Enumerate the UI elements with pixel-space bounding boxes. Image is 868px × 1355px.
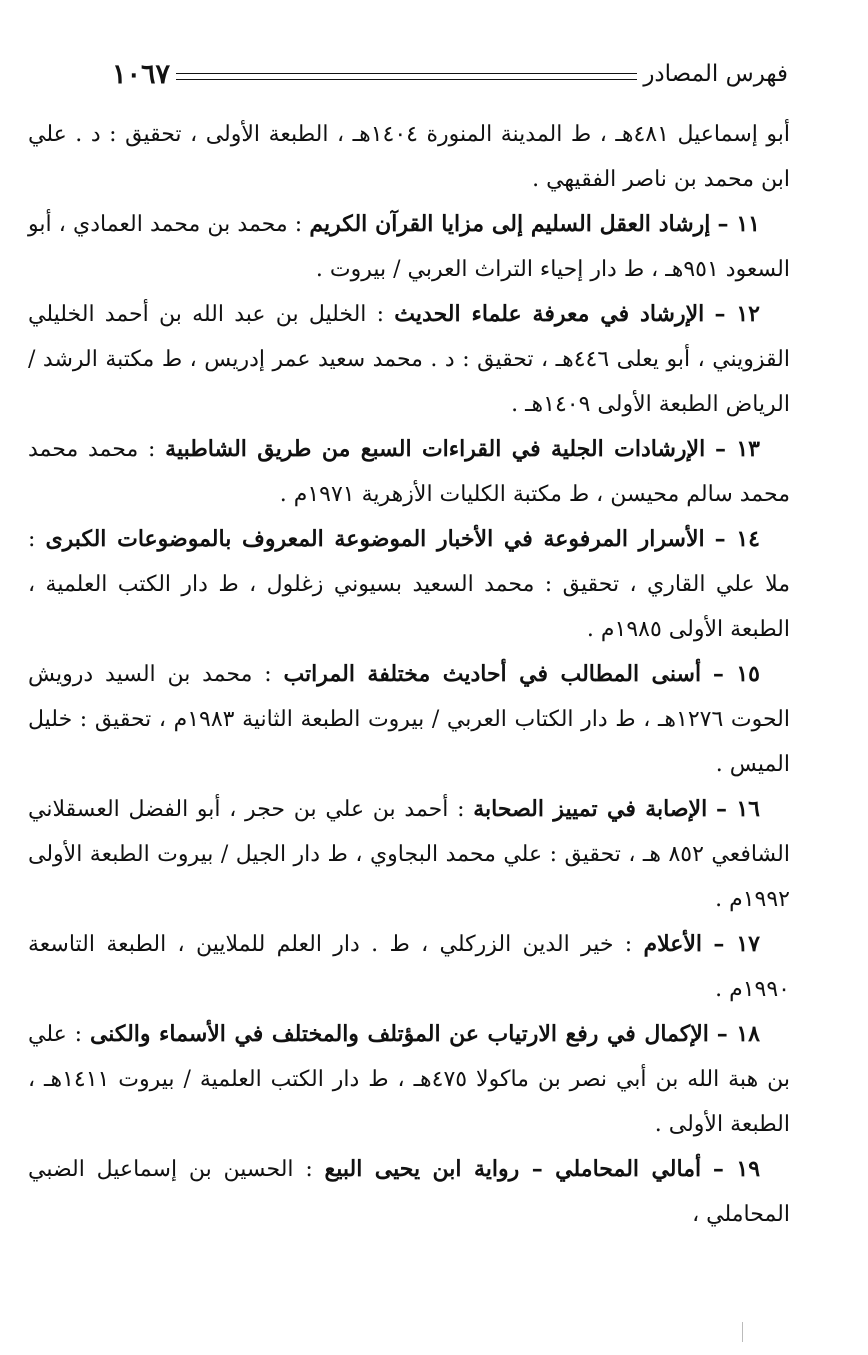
entry-number: ١٩ – bbox=[712, 1156, 761, 1182]
entry-number: ١٢ – bbox=[714, 301, 760, 327]
entry-details: : محمد محمد محمد سالم محيسن ، ط مكتبة الكليات الأزهرية ١٩٧١م . bbox=[28, 437, 790, 507]
entry-details: : ملا علي القاري ، تحقيق : محمد السعيد بسيوني زغلول ، ط دار الكتب العلمية ، الطبعة الأولى ١٩٨٥م . bbox=[28, 527, 790, 642]
entry-17 bbox=[28, 922, 790, 1012]
entry-details: : الحسين بن إسماعيل الضبي المحاملي ، bbox=[28, 1157, 790, 1227]
entry-title: الأعلام bbox=[643, 931, 703, 957]
entry-title: الإرشادات الجلية في القراءات السبع من طريق الشاطبية bbox=[165, 436, 706, 462]
entry-title: إرشاد العقل السليم إلى مزايا القرآن الكريم bbox=[309, 211, 711, 237]
entry-details: : علي بن هبة الله بن أبي نصر بن ماكولا ٤٧٥هـ ، ط دار الكتب العلمية / بيروت ١٤١١هـ ، الطبعة الأولى . bbox=[28, 1022, 790, 1137]
entry-number: ١٨ – bbox=[716, 1021, 760, 1047]
entry-number: ١٦ – bbox=[715, 796, 760, 822]
entry-number: ١٤ – bbox=[714, 526, 760, 552]
entry-16 bbox=[28, 787, 790, 922]
entry-14 bbox=[28, 517, 790, 652]
entry-details: : أحمد بن علي بن حجر ، أبو الفضل العسقلاني الشافعي ٨٥٢ هـ ، تحقيق : علي محمد البجاوي ، ط دار الجيل / بيروت الطبعة الأولى ١٩٩٢م . bbox=[28, 797, 790, 912]
bibliography-body bbox=[28, 112, 790, 1237]
entry-15 bbox=[28, 652, 790, 787]
entry-12 bbox=[28, 292, 790, 427]
entry-title: أسنى المطالب في أحاديث مختلفة المراتب bbox=[283, 661, 702, 687]
entry-number: ١١ – bbox=[717, 211, 760, 237]
page-number: ١٠٦٧ bbox=[112, 58, 171, 90]
entry-18 bbox=[28, 1012, 790, 1147]
entry-title: أمالي المحاملي – رواية ابن يحيى البيع bbox=[324, 1156, 702, 1182]
header-double-rule bbox=[176, 73, 637, 80]
entry-details: : محمد بن محمد العمادي ، أبو السعود ٩٥١هـ ، ط دار إحياء التراث العربي / بيروت . bbox=[28, 212, 790, 282]
entry-details: : الخليل بن عبد الله بن أحمد الخليلي القزويني ، أبو يعلى ٤٤٦هـ ، تحقيق : د . محمد سعيد عمر إدريس ، ط مكتبة الرشد / الرياض الطبعة الأولى ١٤٠٩هـ . bbox=[28, 302, 790, 417]
entry-details: : خير الدين الزركلي ، ط . دار العلم للملايين ، الطبعة التاسعة ١٩٩٠م . bbox=[28, 932, 790, 1002]
entry-number: ١٧ – bbox=[713, 931, 760, 957]
entry-13 bbox=[28, 427, 790, 517]
entry-19 bbox=[28, 1147, 790, 1237]
continued-entry: أبو إسماعيل ٤٨١هـ ، ط المدينة المنورة ١٤٠٤هـ ، الطبعة الأولى ، تحقيق : د . علي ابن محمد بن ناصر الفقيهي . bbox=[28, 122, 791, 192]
entry-11 bbox=[28, 202, 790, 292]
scan-mark bbox=[742, 1322, 743, 1342]
entry-title: الإكمال في رفع الارتياب عن المؤتلف والمختلف في الأسماء والكنى bbox=[89, 1021, 709, 1047]
entry-title: الإرشاد في معرفة علماء الحديث bbox=[394, 301, 705, 327]
page-header bbox=[112, 54, 788, 94]
running-title: فهرس المصادر bbox=[643, 61, 788, 87]
entry-title: الإصابة في تمييز الصحابة bbox=[473, 796, 708, 822]
entry-number: ١٥ – bbox=[712, 661, 760, 687]
entry-title: الأسرار المرفوعة في الأخبار الموضوعة المعروف بالموضوعات الكبرى bbox=[45, 526, 705, 552]
entry-number: ١٣ – bbox=[714, 436, 760, 462]
entry-details: : محمد بن السيد درويش الحوت ١٢٧٦هـ ، ط دار الكتاب العربي / بيروت الطبعة الثانية ١٩٨٣م ، تحقيق : خليل الميس . bbox=[28, 662, 790, 777]
